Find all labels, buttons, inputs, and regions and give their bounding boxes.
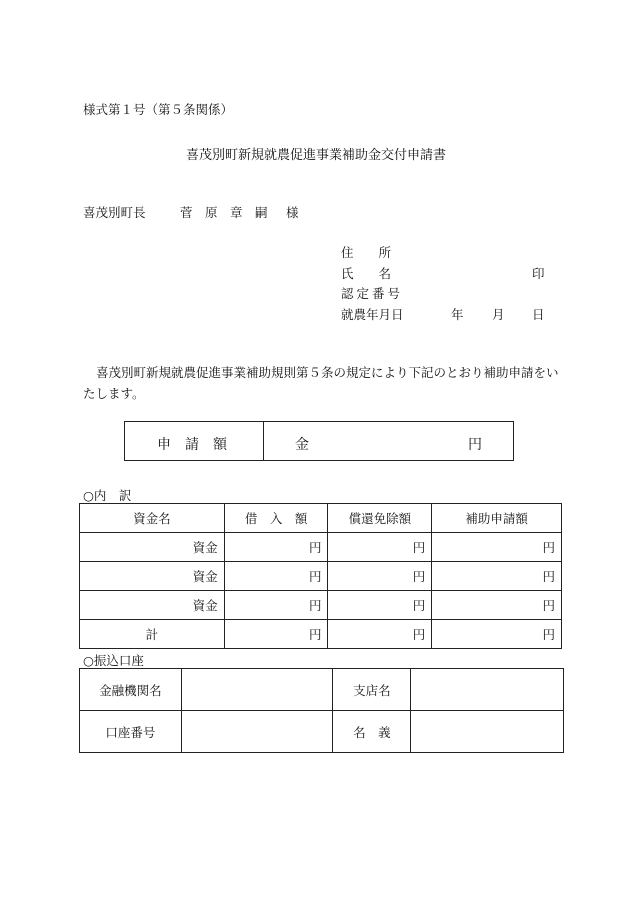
bank-row [80,669,564,711]
borrowed-cell: 円 [224,533,328,562]
seal-label: 印 [532,266,545,281]
exemption-cell: 円 [328,591,432,620]
total-subsidy: 円 [432,620,562,649]
breakdown-heading: ○内 訳 [83,488,132,503]
fund-name-cell: 資金 [80,562,225,591]
cert-number-label: 認定番号 [341,286,404,301]
form-number: 様式第１号（第５条関係） [83,102,234,117]
month-label: 月 [492,307,505,322]
account-holder-field[interactable] [411,711,564,753]
header-subsidy: 補助申請額 [432,504,562,533]
total-exemption: 円 [328,620,432,649]
document-title: 喜茂別町新規就農促進事業補助金交付申請書 [186,148,447,163]
bank-name-label: 金融機関名 [80,669,182,711]
bank-heading: ○振込口座 [83,653,144,668]
table-row [80,533,562,562]
exemption-cell: 円 [328,533,432,562]
total-label: 計 [80,620,225,649]
amount-label: 申 請 額 [157,437,227,453]
branch-field[interactable] [411,669,564,711]
table-header-row [80,504,562,533]
fund-name-cell: 資金 [80,591,225,620]
bank-row [80,711,564,753]
subsidy-cell: 円 [432,591,562,620]
account-holder-label: 名 義 [333,711,411,753]
header-fund-name: 資金名 [80,504,225,533]
day-label: 日 [532,307,545,322]
application-amount-box [124,421,514,461]
addressee-name: 菅 原 章 嗣 [180,205,268,220]
borrowed-cell: 円 [224,591,328,620]
bank-account-table [79,668,564,753]
borrowed-cell: 円 [224,562,328,591]
breakdown-table [79,503,562,649]
year-label: 年 [451,307,464,322]
table-row [80,562,562,591]
addressee-office: 喜茂別町長 [83,205,146,220]
total-borrowed: 円 [224,620,328,649]
account-number-label: 口座番号 [80,711,182,753]
address-label: 住 所 [341,245,392,260]
farming-date-label: 就農年月日 [341,307,404,322]
subsidy-cell: 円 [432,562,562,591]
amount-prefix: 金 [295,437,309,453]
statement-text: 喜茂別町新規就農促進事業補助規則第５条の規定により下記のとおり補助申請をいたします。 [83,365,559,401]
total-row [80,620,562,649]
bank-name-field[interactable] [181,669,333,711]
fund-name-cell: 資金 [80,533,225,562]
header-borrowed: 借 入 額 [224,504,328,533]
table-row [80,591,562,620]
name-label: 氏 名 [341,266,392,281]
header-exemption: 償還免除額 [328,504,432,533]
addressee-honorific: 様 [286,205,299,220]
account-number-field[interactable] [181,711,333,753]
branch-label: 支店名 [333,669,411,711]
subsidy-cell: 円 [432,533,562,562]
amount-unit: 円 [468,437,482,453]
exemption-cell: 円 [328,562,432,591]
